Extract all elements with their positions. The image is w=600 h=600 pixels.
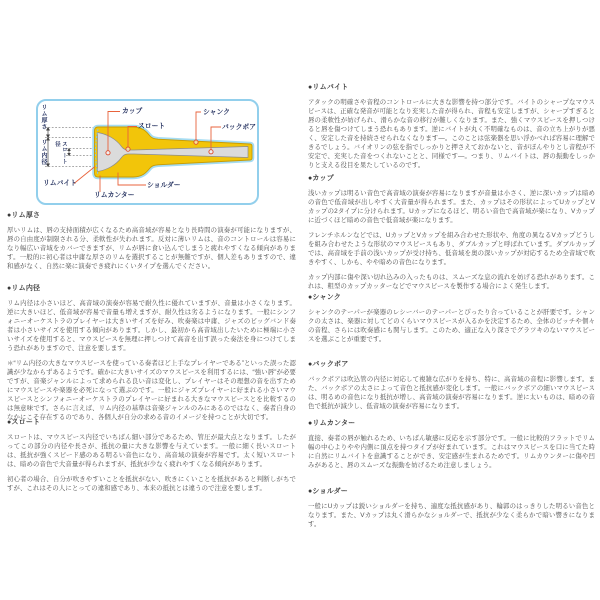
section-paragraph: アタックの明確さや音程のコントロールに大きな影響を持つ部分です。バイトのシャープなマウスピースは、正確な発音が可能となり充実した音が得られ、音程も安定しますが、シャープすぎると唇の柔軟性が妨げられ、滑らかな音の移行が難しくなります。また、強くマウスピースを押しつけると唇を傷つけてしまう恐れもあります。逆にバイトが丸く不明確なものは、音の立ち上がりが悪く、安定した音を持続させられなくなります―。このことは弦楽器を思い浮かべれば容易に理解できるでしょう。バイオリンの弦を指でしっかりと押さえておかないと、音がぼんやりとし音程が不安定で、充実した音をつくれないことと、同様です―。つまり、リムバイトは、唇の振動をしっかりと支える役目を果たしているのです。 <box>308 99 595 169</box>
label-backbore: バックボア <box>222 123 256 131</box>
section-paragraph: ＊“リム内径の大きなマウスピースを使っている奏者ほど上手なプレイヤーである”といった誤った認識が少なからずあるようです。確かに大きいサイズのマウスピースを利用するには、“強い唇”が必要ですが、音楽ジャンルによって求められる良い音は変化し、プレイヤーはその理想の音を出すためにマウスピースや楽器を必死になって選ぶのです。一般にジャズプレイヤーに好まれる小さいマウスピースとシンフォニーオーケストラのプレイヤーに好まれる大きなマウスピースとを比較するのは無意味です。さらに言えば、リム内径の基準は音楽ジャンルのみにあるのではなく、奏者自身のなかにこそ存在するのであり、各個人が自分の求める音のイメージを持つことが大切です。 <box>7 360 296 421</box>
section-rim-thickness <box>7 212 296 271</box>
section-heading: ●バックボア <box>308 361 349 368</box>
mouthpiece-body <box>95 127 253 177</box>
label-rim-bite: リムバイト <box>43 180 77 187</box>
leader-shank <box>196 112 201 140</box>
section-paragraph: バックボアは吹込管の内径に対応して複雑な広がりを持ち、特に、高音域の音程に影響します。また、バックボアの太さによって音色と抵抗感が変化します。一般にバックボアの細いマウスピースは、明るめの音色になり抵抗が増し、高音域の演奏が容易になります。逆に太いものは、暗めの音色で抵抗が減少し、低音域の演奏が容易になります。 <box>308 376 595 410</box>
section-paragraph: 浅いカップは明るい音色で高音域の演奏が容易になりますが音量は小さく、逆に深いカップは暗めの音色で低音域が出しやすく大音量が得られます。また、カップはその形状によってUカップとVカップの2タイプに分けられます。Uカップになるほど、明るい音色で高音域が楽になり、Vカップに近づくほど暗めの音色で低音域が楽になります。 <box>308 190 595 224</box>
section-shoulder <box>308 488 595 529</box>
section-paragraph: フレンチホルンなどでは、UカップとVカップを組み合わせた形状や、角度の異なるVカップどうしを組み合わせたような形状のマウスピースもあり、ダブルカップと呼ばれています。ダブルカップでは、高音域を手前の浅いカップが受け持ち、低音域を奥の深いカップが対応するため全音域で吹きやすく、しかも、やや暗めの音色になります。 <box>308 232 595 266</box>
mouthpiece-diagram-panel <box>36 99 259 205</box>
section-heading: ●カップ <box>308 175 334 182</box>
label-throat-diameter: スロート径 <box>54 141 67 165</box>
section-heading: ●シャンク <box>308 294 341 301</box>
section-heading: ●リム厚さ <box>7 212 41 219</box>
section-rim-inner-diameter <box>7 285 296 422</box>
label-rim-inner-diameter: リム内径 <box>40 139 46 165</box>
label-shoulder: ショルダー <box>147 181 181 189</box>
section-shank <box>308 294 595 344</box>
section-paragraph: 直接、奏者の唇が触れるため、いちばん敏感に反応を示す部分です。一般に比較的フラットでリム幅の中心よりやや内側に頂点を持つタイプが好まれています。これはマウスピースを口に当てた時に自然にリムバイトを意識することができ、安定感が生まれるためです。リムカウンターに傷や凹みがあると、唇のスムーズな振動を妨げるため注意しましょう。 <box>308 435 595 469</box>
label-rim-counter: リムカンター <box>94 192 135 199</box>
leader-rim-bite <box>74 167 95 184</box>
section-rim-counter <box>308 420 595 470</box>
marker-cup <box>106 151 110 155</box>
section-paragraph: 厚いリムは、唇の支持面積が広くなるため高音域が容易となり長時間の演奏が可能になりますが、唇の自由度が制限される分、柔軟性が失われます。反対に薄いリムは、音のコントロールは容易になり幅広い音域をカバーできますが、リムが唇に食い込んでしまうと疲れやすくなる傾向があります。一般的に初心者は中庸な厚さのリムを選択することが無難ですが、個人差もありますので、違和感がなく、自然に楽に演奏でき疲れにくいタイプを選んでください。 <box>7 227 296 270</box>
section-heading: ●リム内径 <box>7 285 41 292</box>
label-cup: カップ <box>122 108 143 115</box>
section-paragraph: リム内径は小さいほど、高音域の演奏が容易で耐久性に優れていますが、音量は小さくなります。逆に大きいほど、低音域が容易で音量も増えますが、耐久性は劣るようになります。一般にシンフォニーオーケストラのプレイヤーは大きいサイズを好み、吹奏楽は中庸、ジャズのビッグバンド奏者は小さいサイズを使用する傾向があります。しかし、最初から高音域出したいために極端に小さいサイズを使用すると、マウスピースを無理に押しつけて高音を出す誤った奏法を身につけてしまう恐れがありますので、注意を要します。 <box>7 300 296 352</box>
section-backbore <box>308 361 595 411</box>
section-heading: ●ショルダー <box>308 488 349 495</box>
section-paragraph: カップ内部に傷や深い切れ込みの入ったものは、スムーズな息の流れを妨げる恐れがあります。これは、粗型のカップカッターなどでマウスピースを製作する場合によく発生します。 <box>308 274 595 290</box>
label-rim-thickness: リム厚さ <box>40 104 46 130</box>
section-heading: ●リムカンター <box>308 420 356 427</box>
marker-backbore <box>209 150 213 154</box>
marker-throat <box>126 147 130 151</box>
section-cup <box>308 175 595 291</box>
section-paragraph: 一般にUカップは鋭いショルダーを持ち、適度な抵抗感があり、輪郭のはっきりした明るい音色となります。また、Vカップは丸く滑らかなショルダーで、抵抗が少なく柔らかで暗い響きになります。 <box>308 503 595 528</box>
section-rim-bite <box>308 84 595 170</box>
marker-shank <box>194 140 198 144</box>
label-throat: スロート <box>138 123 166 130</box>
section-paragraph: 初心者の場合、自分が吹きやすいことを抵抗がない、吹きにくいことを抵抗があると判断しがちですが、これはその人にとっての違和感であり、本来の抵抗とは違うので注意を要します。 <box>7 476 296 492</box>
section-paragraph: スロートは、マウスピース内径でいちばん細い部分であるため、管圧が最大点となります。したがってこの部分の内径や長さが、抵抗の量に大きな影響を与えています。一般に細く長いスロートは、抵抗が強くスピード感のある明るい音色になり、高音域の演奏が容易です。太く短いスロートは、暗めの音色で大音量が得られますが、抵抗が少なく疲れやすくなる傾向があります。 <box>7 434 296 468</box>
label-shank: シャンク <box>203 108 230 116</box>
section-paragraph: シャンクのテーパーが楽器のレシーバーのテーパーとぴったり合っていることが肝要です。シャンクの太さは、楽器に対してどのくらいマウスピースが入るかを決定するため、全体のピッチや個々の音程、さらには吹奏感にも関与します。このため、適正な入り深さでグラツキのないマウスピースを選ぶことが重要です。 <box>308 309 595 343</box>
section-heading: ●スロート <box>7 419 41 426</box>
section-heading: ●リムバイト <box>308 84 349 91</box>
section-throat <box>7 419 296 493</box>
